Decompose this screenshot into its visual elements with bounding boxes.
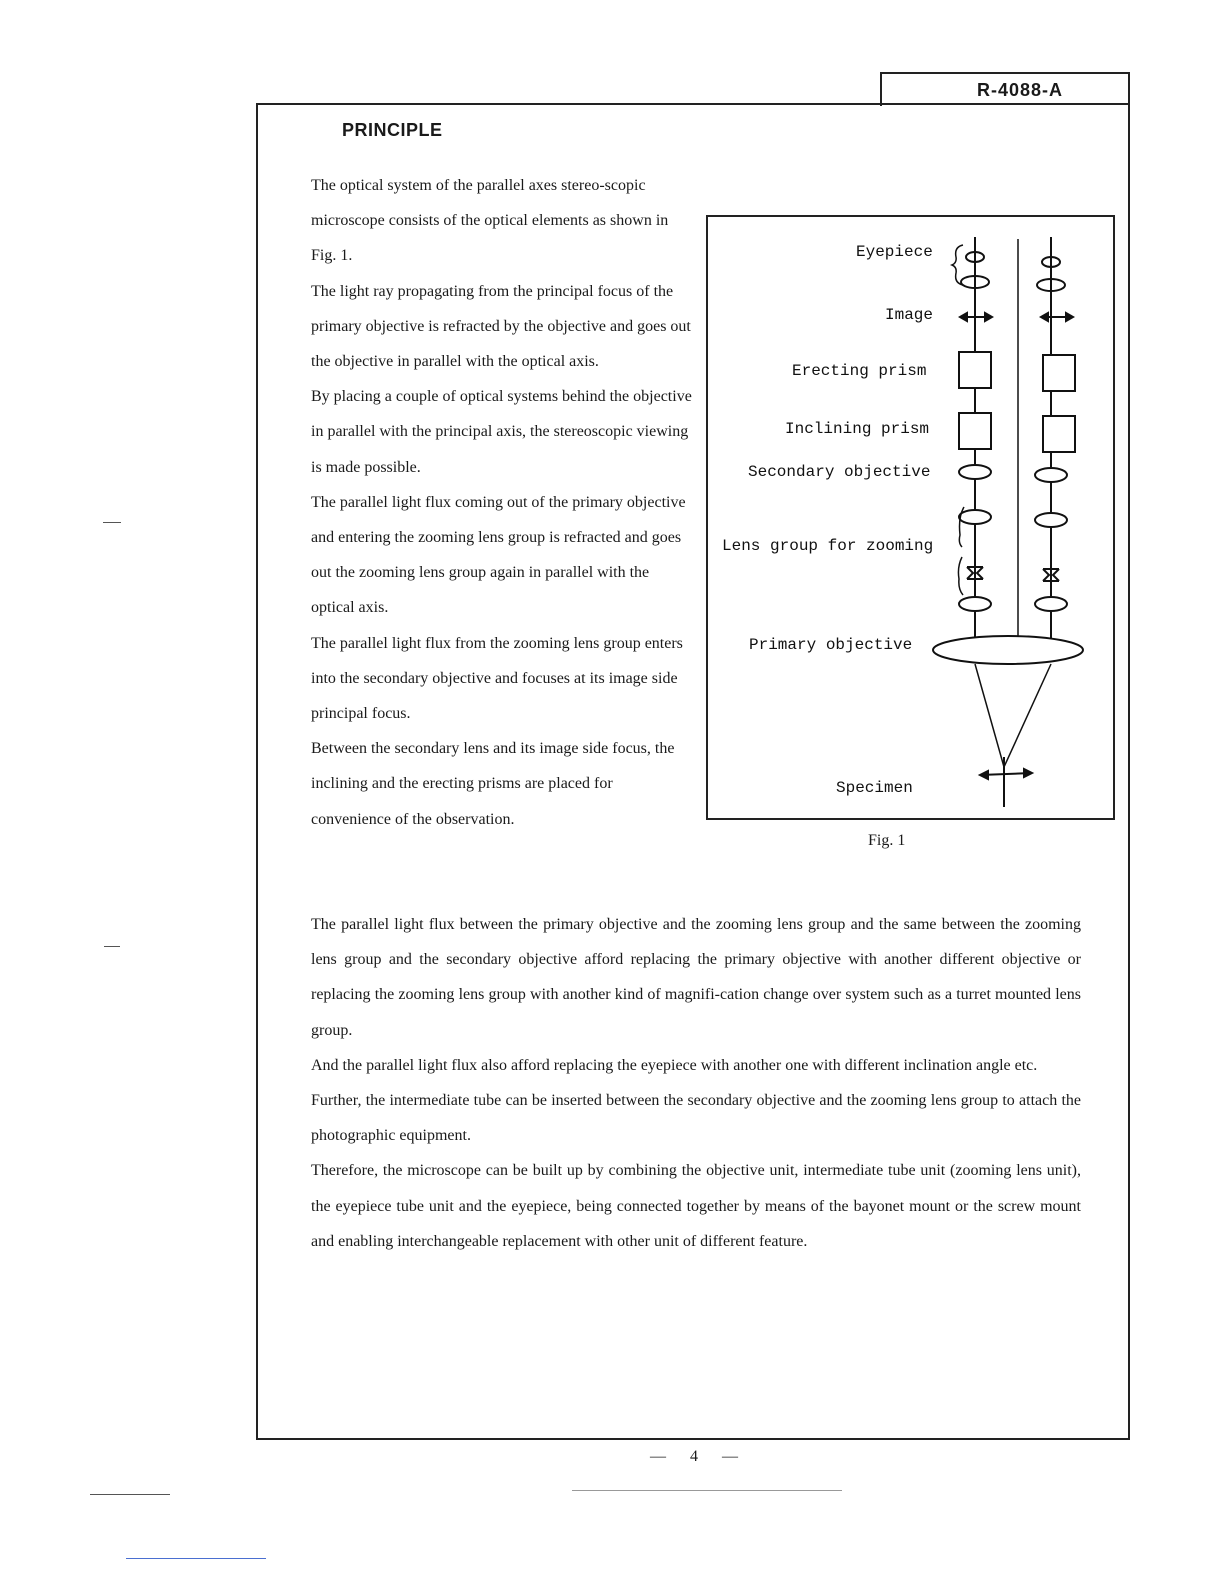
left-zoom-lens-2 <box>959 597 991 611</box>
optical-diagram <box>706 215 1115 820</box>
page-heading: PRINCIPLE <box>342 120 443 140</box>
paragraph: The light ray propagating from the principal focus of the primary objective is refracted by the objective and goes out the objective in parallel with the optical axis. <box>311 282 691 371</box>
paragraph: And the parallel light flux also afford replacing the eyepiece with another one with different inclination angle etc. <box>311 1056 1038 1074</box>
primary-objective-lens <box>933 636 1083 664</box>
right-erecting-prism <box>1043 355 1075 391</box>
scan-artifact <box>103 522 121 523</box>
paragraph: The optical system of the parallel axes stereo-scopic microscope consists of the optical elements as shown in Fig. 1. <box>311 177 669 265</box>
document-number: R-4088-A <box>880 72 1130 106</box>
label-zooming-group: Lens group for zooming <box>722 537 934 555</box>
label-secondary-objective: Secondary objective <box>748 463 931 481</box>
right-inclining-prism <box>1043 416 1075 452</box>
paragraph: By placing a couple of optical systems behind the objective in parallel with the principal axis, the stereoscopic viewing is made possible. <box>311 388 692 476</box>
right-zoom-lens-1 <box>1035 513 1067 527</box>
label-specimen: Specimen <box>836 779 913 797</box>
left-erecting-prism <box>959 352 991 388</box>
column-text <box>311 168 696 837</box>
paragraph: Further, the intermediate tube can be inserted between the secondary objective and the zooming lens group to attach the photographic equipment. <box>311 1092 1081 1145</box>
label-image: Image <box>885 306 934 324</box>
paragraph: The parallel light flux between the primary objective and the zooming lens group and the same between the zooming lens group and the secondary objective afford replacing the primary objective with another different objective or replacing the zooming lens group with another kind of magnifi-cation change over system such as a turret mounted lens group. <box>311 916 1081 1039</box>
paragraph: The parallel light flux coming out of the primary objective and entering the zooming lens group is refracted and goes out the zooming lens group again in parallel with the optical axis. <box>311 493 686 617</box>
label-eyepiece: Eyepiece <box>856 243 933 261</box>
left-inclining-prism <box>959 413 991 449</box>
label-inclining-prism: Inclining prism <box>785 420 930 438</box>
page-number: — 4 — <box>650 1448 748 1465</box>
paragraph: Between the secondary lens and its image side focus, the inclining and the erecting prisms are placed for convenience of the observation. <box>311 740 675 828</box>
scan-artifact <box>126 1558 266 1559</box>
label-primary-objective: Primary objective <box>749 636 913 654</box>
left-secondary-objective <box>959 465 991 479</box>
scan-artifact <box>90 1494 170 1495</box>
paragraph: The parallel light flux from the zooming lens group enters into the secondary objective and focuses at its image side principal focus. <box>311 634 683 723</box>
label-erecting-prism: Erecting prism <box>792 362 927 380</box>
right-secondary-objective <box>1035 468 1067 482</box>
figure-caption: Fig. 1 <box>868 832 906 849</box>
left-zoom-lens-1 <box>959 510 991 524</box>
paragraph: Therefore, the microscope can be built up by combining the objective unit, intermediate tube unit (zooming lens unit), the eyepiece tube unit and the eyepiece, being connected together by means of the bayonet mount or the screw mount and enabling interchangeable replacement with other unit of different feature. <box>311 1162 1081 1250</box>
body-text <box>311 907 1081 1259</box>
scan-artifact <box>572 1490 842 1491</box>
scan-artifact <box>104 946 120 947</box>
right-zoom-lens-2 <box>1035 597 1067 611</box>
